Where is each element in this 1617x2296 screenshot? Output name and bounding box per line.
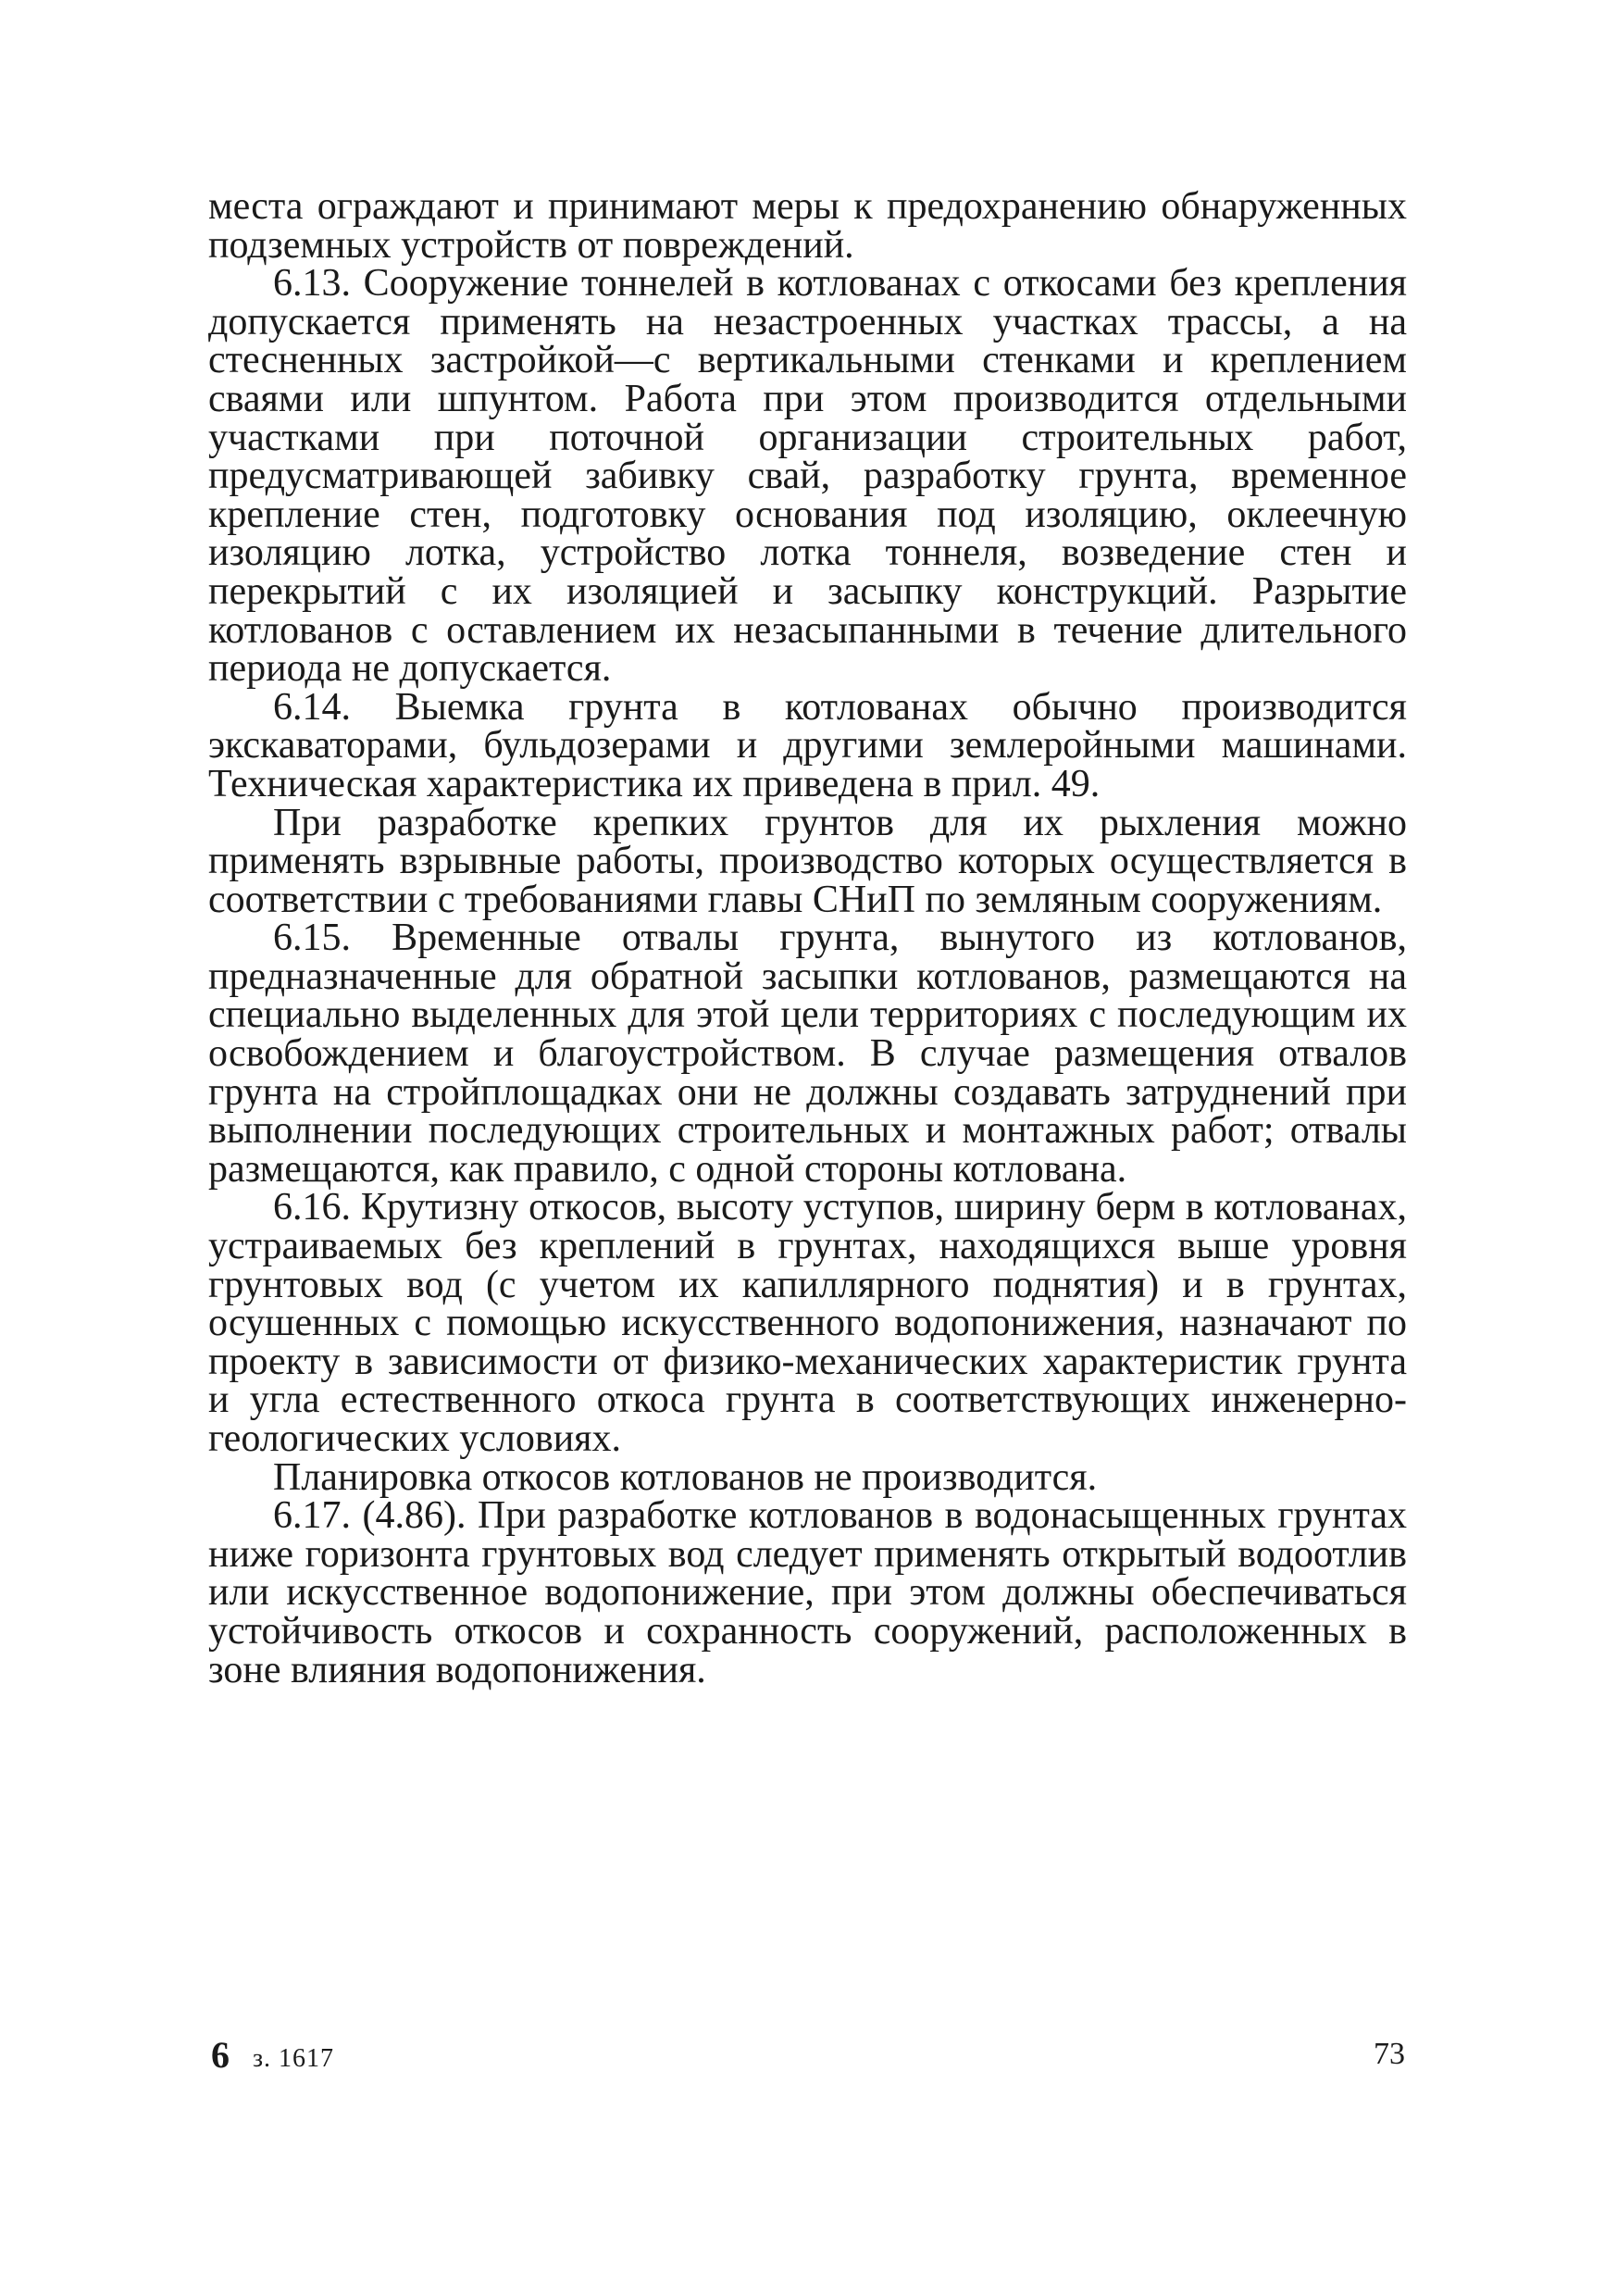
paragraph-6-17: 6.17. (4.86). При разработке котлованов в водонасыщенных грунтах ниже горизонта грунтовых вод следует применять открытый водоотлив или искусственное водопонижение, при этом должны обеспечиваться устойчивость откосов и сохранность сооружений, расположенных в зоне влияния водопонижения.: [208, 1494, 1407, 1691]
paragraph-6-13: 6.13. Сооружение тоннелей в котлованах с откосами без крепления допускается применять на незастроенных участках трассы, а на стесненных застройкой—с вертикальными стенками и креплением сваями или шпунтом. Работа при этом производится отдельными участками при поточной организации строительных работ, предусматривающей забивку свай, разработку грунта, временное крепление стен, подготовку основания под изоляцию, оклеечную изоляцию лотка, устройство лотка тоннеля, возведение стен и перекрытий с их изоляцией и засыпку конструкций. Разрытие котлованов с оставлением их незасыпанными в течение длительного периода не допускается.: [208, 262, 1407, 691]
paragraph-blasting: При разработке крепких грунтов для их рыхления можно применять взрывные работы, производство которых осуществляется в соответствии с требованиями главы СНиП по земляным сооружениям.: [208, 801, 1407, 921]
paragraph-slope-planning: Планировка откосов котлованов не производится.: [273, 1455, 1098, 1499]
paragraph-continuation: места ограждают и принимают меры к предохранению обнаруженных подземных устройств от повреждений.: [208, 185, 1407, 267]
page-footer: [208, 2033, 1407, 2079]
paragraph-6-16: 6.16. Крутизну откосов, высоту уступов, ширину берм в котлованах, устраиваемых без креплений в грунтах, находящихся выше уровня грунтовых вод (с учетом их капиллярного поднятия) и в грунтах, осушенных с помощью искусственного водопонижения, назначают по проекту в зависимости от физико-механических характеристик грунта и угла естественного откоса грунта в соответствующих инженерно-геологических условиях.: [208, 1186, 1407, 1460]
page-number: 73: [1374, 2037, 1405, 2071]
print-order-code: з. 1617: [253, 2044, 335, 2073]
paragraph-6-15: 6.15. Временные отвалы грунта, вынутого из котлованов, предназначенные для обратной засыпки котлованов, размещаются на специально выделенных для этой цели территориях с последующим их освобождением и благоустройством. В случае размещения отвалов грунта на стройплощадках они не должны создавать затруднений при выполнении последующих строительных и монтажных работ; отвалы размещаются, как правило, с одной стороны котлована.: [208, 917, 1407, 1191]
body-text: [208, 185, 1407, 1691]
signature-number: 6: [211, 2034, 230, 2076]
paragraph-6-14: 6.14. Выемка грунта в котлованах обычно производится экскаваторами, бульдозерами и другими землеройными машинами. Техническая характеристика их приведена в прил. 49.: [208, 685, 1407, 805]
